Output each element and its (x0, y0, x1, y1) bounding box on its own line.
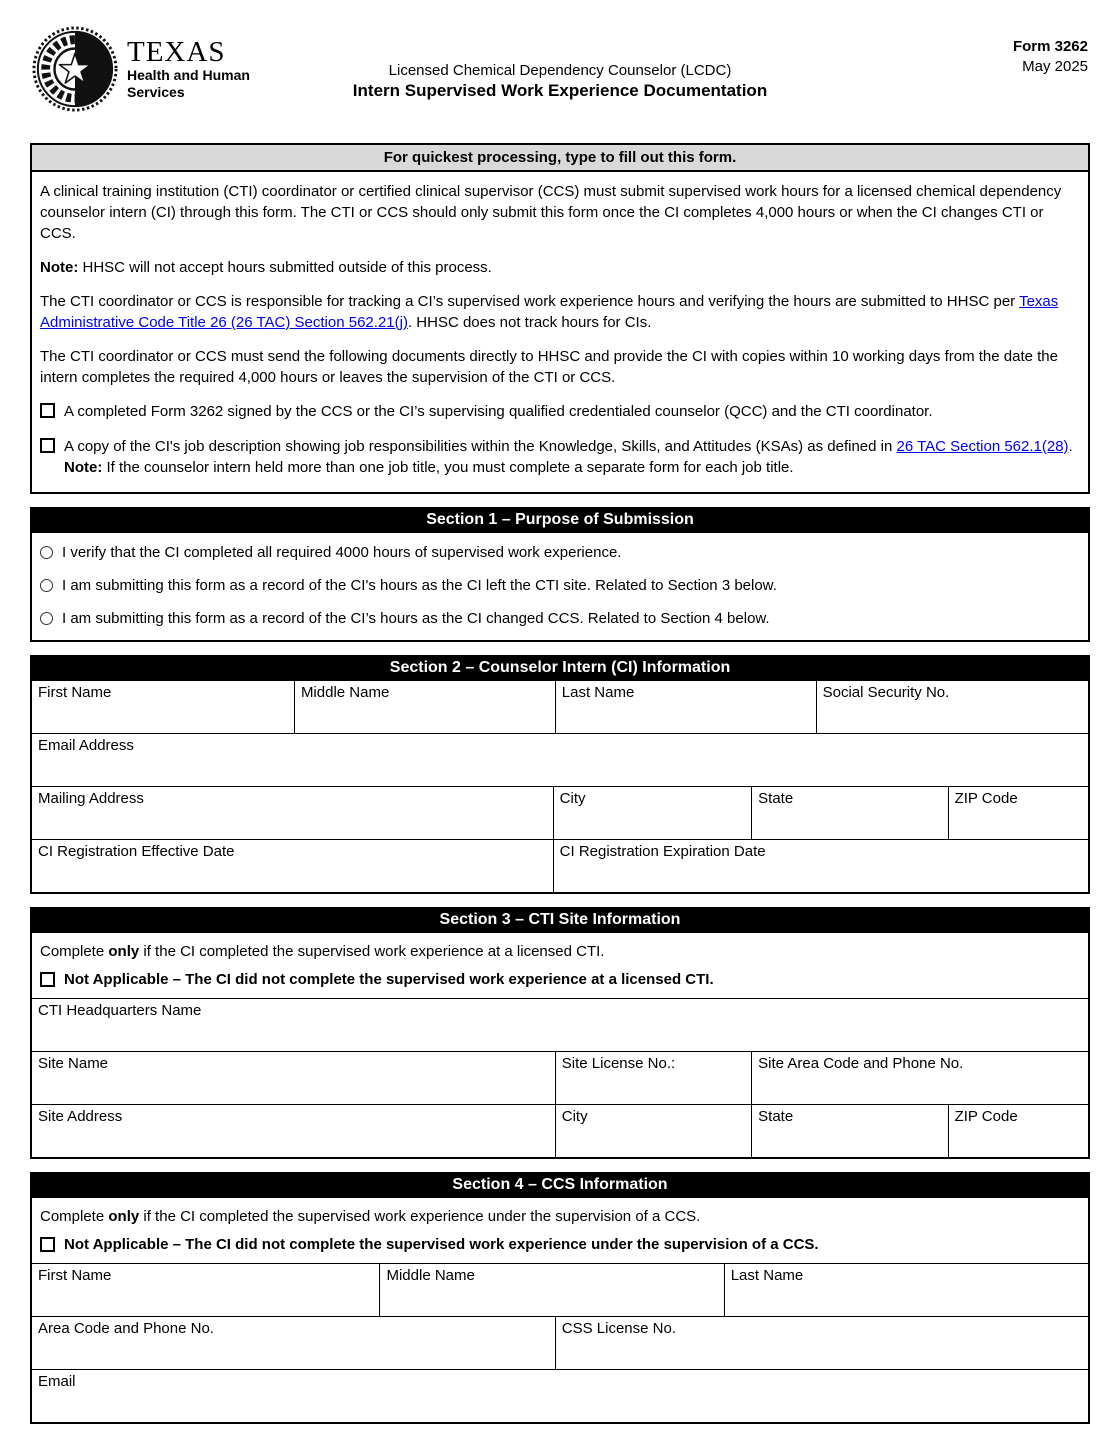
field-label: Mailing Address (38, 790, 144, 807)
intro-paragraph-1: A clinical training institution (CTI) coordinator or certified clinical supervisor (CCS) must submit supervised work hours for a licensed chemical dependency counselor intern (CI) through this form. The CTI or CCS should only submit this form once the CI completes 4,000 hours or when the CI changes CTI or CCS. (40, 183, 1062, 242)
site-name-field[interactable] (32, 1052, 556, 1104)
field-label: State (758, 1108, 794, 1125)
ci-mailing-address-field[interactable] (32, 787, 554, 839)
ci-zip-field[interactable] (949, 787, 1088, 839)
site-city-field[interactable] (556, 1105, 752, 1157)
purpose-option-3 (32, 602, 1088, 635)
site-phone-field[interactable] (752, 1052, 1088, 1104)
purpose-option-2 (32, 569, 1088, 602)
section-2-header: Section 2 – Counselor Intern (CI) Information (30, 655, 1090, 681)
field-label: CI Registration Effective Date (38, 843, 235, 860)
form-date: May 2025 (1022, 58, 1088, 76)
field-label: Email Address (38, 737, 134, 754)
ci-first-name-field[interactable] (32, 681, 295, 733)
form-number: Form 3262 (1012, 38, 1088, 55)
field-label: Social Security No. (822, 684, 950, 701)
section-4-header: Section 4 – CCS Information (30, 1172, 1090, 1198)
radio-button-icon[interactable] (40, 612, 53, 625)
field-label: Email (38, 1373, 76, 1390)
field-label: Site License No.: (561, 1055, 676, 1072)
site-address-field[interactable] (32, 1105, 556, 1157)
ci-last-name-field[interactable] (556, 681, 817, 733)
radio-button-icon[interactable] (40, 579, 53, 592)
ccs-first-name-field[interactable] (32, 1264, 380, 1316)
field-label: CSS License No. (561, 1320, 676, 1337)
checkbox-icon[interactable] (40, 1237, 55, 1252)
ccs-phone-field[interactable] (32, 1317, 556, 1369)
field-label: Last Name (561, 684, 635, 701)
purpose-option-1 (32, 536, 1088, 569)
field-label: Middle Name (300, 684, 390, 701)
field-label: CTI Headquarters Name (38, 1002, 202, 1019)
not-applicable-label: Not Applicable – The CI did not complete the supervised work experience at a licensed CTI. (64, 971, 714, 988)
field-label: ZIP Code (954, 1108, 1018, 1125)
intro-text (32, 172, 1088, 478)
section-3-header: Section 3 – CTI Site Information (30, 907, 1090, 933)
ci-city-field[interactable] (554, 787, 753, 839)
logo-texas: TEXAS (127, 35, 226, 68)
form-header (30, 30, 1090, 130)
site-zip-field[interactable] (949, 1105, 1088, 1157)
checkbox-icon[interactable] (40, 403, 55, 418)
logo-hhs-line1: Health and Human (127, 67, 250, 84)
intro-paragraph-3: The CTI coordinator or CCS is responsible for tracking a CI’s supervised work experience hours and verifying the hours are submitted to HHSC per Texas Administrative Code Title 26 (26 TAC) Section 562.21(j). HHSC does not track hours for CIs. (40, 293, 1059, 331)
section-4-ccs-information (30, 1172, 1090, 1424)
section-3-not-applicable (32, 962, 1088, 998)
form-meta (1013, 37, 1088, 78)
site-license-no-field[interactable] (556, 1052, 752, 1104)
css-license-no-field[interactable] (556, 1317, 1088, 1369)
section-1-purpose-of-submission (30, 507, 1090, 642)
section-3-instruction: Complete only if the CI completed the supervised work experience at a licensed CTI. (40, 943, 605, 960)
form-subtitle: Licensed Chemical Dependency Counselor (LCDC) (388, 62, 732, 79)
document-checklist-item-2 (40, 436, 1080, 478)
checkbox-icon[interactable] (40, 972, 55, 987)
field-label: State (758, 790, 794, 807)
checklist-item-label: A copy of the CI's job description showing job responsibilities within the Knowledge, Skills, and Attitudes (KSAs) as defined in 26 TAC Section 562.1(28). Note: If the counselor intern held more than one job title, you must complete a separate form for each job title. (64, 438, 1073, 476)
ci-ssn-field[interactable] (817, 681, 1088, 733)
section-1-header: Section 1 – Purpose of Submission (30, 507, 1090, 533)
purpose-option-3-label: I am submitting this form as a record of the CI’s hours as the CI changed CCS. Related to Section 4 below. (62, 610, 770, 627)
field-label: Site Address (38, 1108, 123, 1125)
field-label: ZIP Code (954, 790, 1018, 807)
field-label: City (561, 1108, 588, 1125)
texas-hhs-logo (32, 26, 250, 112)
logo-wordmark (127, 37, 250, 101)
ci-state-field[interactable] (752, 787, 948, 839)
site-state-field[interactable] (752, 1105, 948, 1157)
field-label: CI Registration Expiration Date (559, 843, 766, 860)
field-label: Middle Name (386, 1267, 475, 1284)
checklist-item-label: A completed Form 3262 signed by the CCS or the CI’s supervising qualified credentialed counselor (QCC) and the CTI coordinator. (64, 403, 933, 420)
intro-box (30, 143, 1090, 494)
field-label: First Name (38, 1267, 112, 1284)
radio-button-icon[interactable] (40, 546, 53, 559)
field-label: City (559, 790, 586, 807)
purpose-option-1-label: I verify that the CI completed all required 4000 hours of supervised work experience. (62, 544, 622, 561)
field-label: Last Name (730, 1267, 804, 1284)
intro-note: Note: HHSC will not accept hours submitted outside of this process. (40, 259, 492, 276)
field-label: Area Code and Phone No. (38, 1320, 214, 1337)
cti-headquarters-name-field[interactable] (32, 999, 1088, 1051)
document-checklist-item-1 (40, 401, 1080, 422)
processing-notice-bar: For quickest processing, type to fill out this form. (32, 145, 1088, 172)
ci-email-field[interactable] (32, 734, 1088, 786)
ccs-middle-name-field[interactable] (380, 1264, 724, 1316)
section-3-cti-site-information (30, 907, 1090, 1159)
regulation-link[interactable]: Texas Administrative Code Title 26 (26 TAC) Section 562.21(j) (40, 293, 1059, 331)
ccs-last-name-field[interactable] (725, 1264, 1088, 1316)
logo-hhs-line2: Services (127, 84, 185, 101)
texas-state-seal-icon (32, 26, 118, 112)
section-4-not-applicable (32, 1227, 1088, 1263)
checkbox-icon[interactable] (40, 438, 55, 453)
ci-registration-effective-date-field[interactable] (32, 840, 554, 892)
section-2-ci-information (30, 655, 1090, 894)
intro-paragraph-4: The CTI coordinator or CCS must send the following documents directly to HHSC and provide the CI with copies within 10 working days from the date the intern completes the required 4,000 hours or leaves the supervision of the CTI or CCS. (40, 348, 1058, 386)
field-label: Site Name (38, 1055, 109, 1072)
form-title: Intern Supervised Work Experience Documentation (352, 81, 768, 100)
ccs-email-field[interactable] (32, 1370, 1088, 1422)
ci-middle-name-field[interactable] (295, 681, 556, 733)
not-applicable-label: Not Applicable – The CI did not complete the supervised work experience under the supervision of a CCS. (64, 1236, 819, 1253)
field-label: Site Area Code and Phone No. (758, 1055, 964, 1072)
regulation-link[interactable]: 26 TAC Section 562.1(28) (896, 438, 1069, 455)
section-4-instruction: Complete only if the CI completed the supervised work experience under the supervision of a CCS. (40, 1208, 701, 1225)
field-label: First Name (38, 684, 112, 701)
purpose-option-2-label: I am submitting this form as a record of the CI's hours as the CI left the CTI site. Related to Section 3 below. (62, 577, 777, 594)
ci-registration-expiration-date-field[interactable] (554, 840, 1088, 892)
